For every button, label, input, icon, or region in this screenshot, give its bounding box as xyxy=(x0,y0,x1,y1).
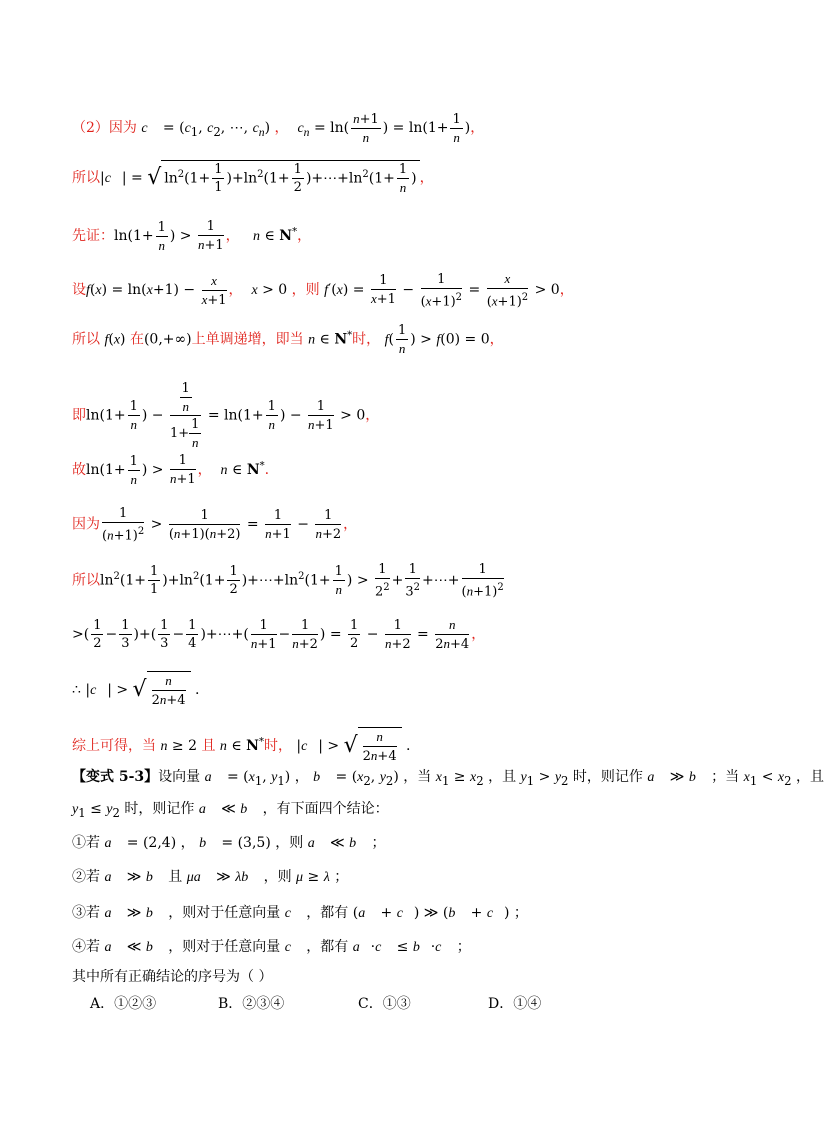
solution-line-9: 所以$\ln^2(1+$ $\frac{1}{1}$ )$+\ln^2(1+$ $\frac{1}{2}$ )$+\cdots+\ln^2(1+$ $\frac{1}{n}$ ) > $\frac{1}{2^2}$ + $\frac{1}{3^2}$ +⋯+ $\frac{1}{(n+1)^2}$ xyxy=(72,562,504,600)
solution-line-4: 设f(x) = ln(x+1) − $\frac{x}{x+1}$ ， x > 0 ，则 f′(x) = $\frac{1}{x+1}$ − $\frac{1}{(x+1)^2}$ = $\frac{x}{(x+1)^2}$ > 0， xyxy=(72,271,574,310)
option-c[interactable]: C．①③ xyxy=(358,996,411,1012)
problem-item-4: ④若 a⃗ ≪ b⃗ ，则对于任意向量 c⃗ ，都有 a⃗·c⃗ ≤ b⃗·c⃗ ； xyxy=(72,939,471,955)
solution-line-5: 所以 f(x) 在(0,+∞)上单调递增，即当 n ∈ N*时， f( $\frac{1}{n}$ ) > f(0) = 0， xyxy=(72,323,504,356)
solution-line-10: >( $\frac{1}{2}$ − $\frac{1}{3}$ )+( $\frac{1}{3}$ − $\frac{1}{4}$ )+⋯+( $\frac{1}{n+1}$ − $\frac{1}{n+2}$ ) = $\frac{1}{2}$ − $\frac{1}{n+2}$ = $\frac{n}{2n+4}$ ， xyxy=(72,617,486,652)
problem-item-1: ①若 a⃗ = (2,4) ， b⃗ = (3,5) ，则 a⃗ ≪ b⃗ ； xyxy=(72,835,386,851)
solution-line-12: 综上可得，当 n ≥ 2 且 n ∈ N*时， |c⃗| > √ $\frac{n}{2n+4}$ . xyxy=(72,729,411,764)
answer-options xyxy=(90,995,750,1013)
problem-label: 【变式 5-3】 xyxy=(72,769,159,785)
solution-line-3: 先证：ln(1+ $\frac{1}{n}$ ) > $\frac{1}{n+1}$ ， n ∈ N*， xyxy=(72,219,312,253)
solution-line-2: 所以|c⃗| = √ $\ln^2(1+$ $\frac{1}{1}$ )$+\ln^2(1+$ $\frac{1}{2}$ )$+\cdots+\ln^2(1+$ $\frac{1}{n}$ ) ， xyxy=(72,162,434,195)
problem-question: 其中所有正确结论的序号为（ ） xyxy=(72,969,273,985)
problem-item-3: ③若 a⃗ ≫ b⃗ ，则对于任意向量 c⃗ ，都有 (a⃗ + c⃗) ≫ (b⃗ + c⃗) ； xyxy=(72,905,528,921)
solution-line-1: （2）因为 c⃗ = ($c_1$, $c_2$, ⋯, $c_n$) ， $c_n = \ln$( $\frac{n+1}{n}$ ) = ln(1+ $\frac{1}{n}$ )， xyxy=(72,111,485,145)
solution-line-7: 故ln(1+ $\frac{1}{n}$ ) > $\frac{1}{n+1}$ ， n ∈ N*. xyxy=(72,453,270,487)
solution-line-11: ∴ |c⃗| > √ $\frac{n}{2n+4}$ . xyxy=(72,673,200,708)
option-b[interactable]: B．②③④ xyxy=(218,996,285,1012)
option-d[interactable]: D．①④ xyxy=(488,996,542,1012)
solution-line-6: 即ln(1+ $\frac{1}{n}$ ) − $\frac{1}{n}$ 1+ $\frac{1}{n}$ = ln(1+ $\frac{1}{n}$ ) − $\frac{1}{n+1}$ > 0， xyxy=(72,381,380,450)
problem-item-2: ②若 a⃗ ≫ b⃗ 且 μa⃗ ≫ λb⃗ ，则 μ ≥ λ ； xyxy=(72,869,349,885)
problem-stem-1: 【变式 5-3】设向量 a⃗ = ($x_1$, $y_1$) ， b⃗ = ($x_2$, $y_2$) ，当 $x_1 \ge x_2$ ，且 $y_1 > y_2$ 时，则记作 a⃗ ≫ b⃗ ；当 $x_1 < x_2$ ，且 xyxy=(72,769,824,788)
solution-line-8: 因为 $\frac{1}{(n+1)^2}$ > $\frac{1}{(n+1)(n+2)}$ = $\frac{1}{n+1}$ − $\frac{1}{n+2}$ ， xyxy=(72,506,358,544)
option-a[interactable]: A．①②③ xyxy=(90,996,157,1012)
line-prefix: （2）因为 xyxy=(72,120,137,136)
problem-stem-2: $y_1 \le y_2$ 时，则记作 a⃗ ≪ b⃗ ，有下面四个结论： xyxy=(72,801,389,820)
